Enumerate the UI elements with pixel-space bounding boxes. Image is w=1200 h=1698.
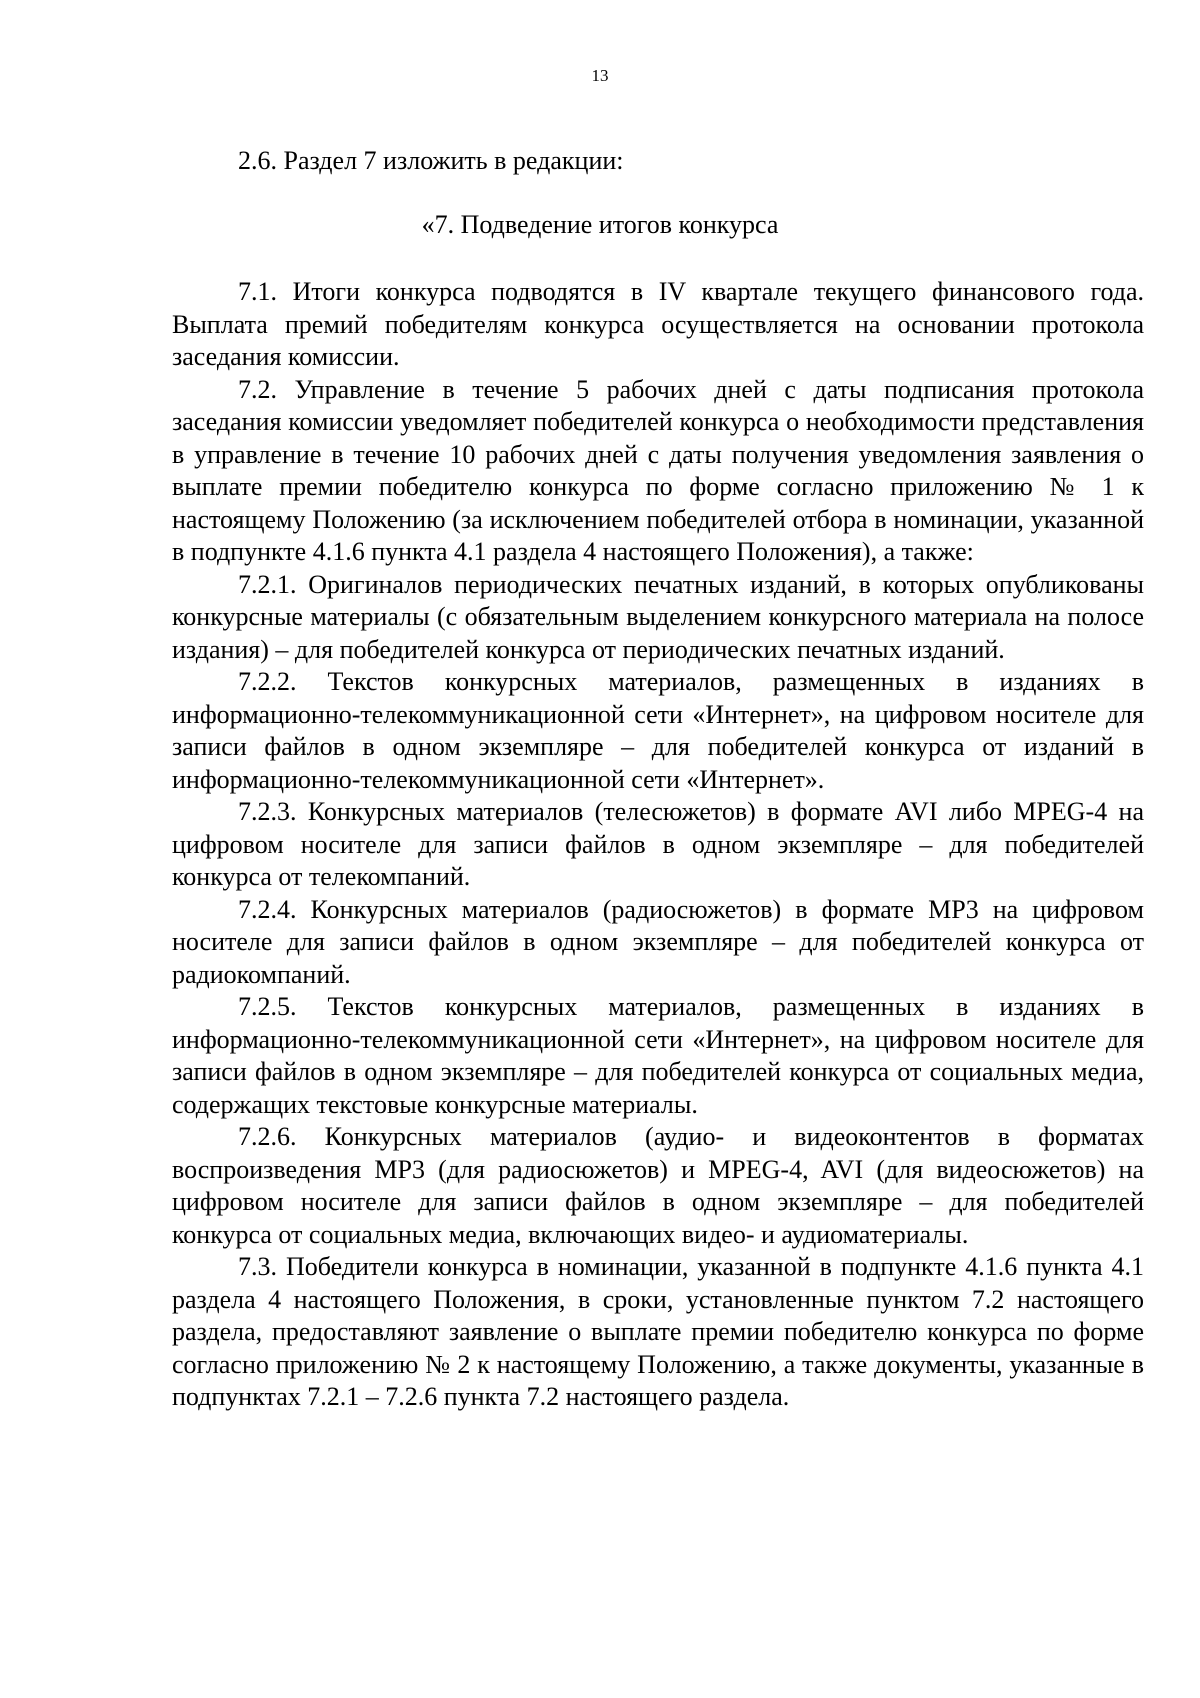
- paragraph-7-2-6: 7.2.6. Конкурсных материалов (аудио- и видеоконтентов в форматах воспроизведения MP3 (для радиосюжетов) и MPEG-4, AVI (для видеосюжетов) на цифровом носителе для записи файлов в одном экземпляре – для победителей конкурса от социальных медиа, включающих видео- и аудиоматериалы.: [172, 1122, 1144, 1249]
- section-title: «7. Подведение итогов конкурса: [421, 210, 779, 239]
- document-body: [172, 276, 1144, 1414]
- amendment-intro: 2.6. Раздел 7 изложить в редакции:: [238, 146, 624, 175]
- page-number: 13: [591, 66, 609, 85]
- paragraph-7-3: 7.3. Победители конкурса в номинации, указанной в подпункте 4.1.6 пункта 4.1 раздела 4 настоящего Положения, в сроки, установленные пунктом 7.2 настоящего раздела, предоставляют заявление о выплате премии победителю конкурса по форме согласно приложению № 2 к настоящему Положению, а также документы, указанные в подпунктах 7.2.1 – 7.2.6 пункта 7.2 настоящего раздела.: [172, 1252, 1144, 1411]
- paragraph-7-2-2: 7.2.2. Текстов конкурсных материалов, размещенных в изданиях в информационно-телекоммуникационной сети «Интернет», на цифровом носителе для записи файлов в одном экземпляре – для победителей конкурса от изданий в информационно-телекоммуникационной сети «Интернет».: [172, 667, 1144, 794]
- paragraph-7-2-1: 7.2.1. Оригиналов периодических печатных изданий, в которых опубликованы конкурсные материалы (с обязательным выделением конкурсного материала на полосе издания) – для победителей конкурса от периодических печатных изданий.: [172, 569, 1144, 664]
- paragraph-7-2-3: 7.2.3. Конкурсных материалов (телесюжетов) в формате AVI либо MPEG-4 на цифровом носителе для записи файлов в одном экземпляре – для победителей конкурса от телекомпаний.: [172, 797, 1144, 891]
- paragraph-7-1: 7.1. Итоги конкурса подводятся в IV квартале текущего финансового года. Выплата премий победителям конкурса осуществляется на основании протокола заседания комиссии.: [172, 277, 1144, 371]
- paragraph-7-2-4: 7.2.4. Конкурсных материалов (радиосюжетов) в формате MP3 на цифровом носителе для записи файлов в одном экземпляре – для победителей конкурса от радиокомпаний.: [172, 894, 1144, 989]
- paragraph-7-2-5: 7.2.5. Текстов конкурсных материалов, размещенных в изданиях в информационно-телекоммуникационной сети «Интернет», на цифровом носителе для записи файлов в одном экземпляре – для победителей конкурса от социальных медиа, содержащих текстовые конкурсные материалы.: [172, 992, 1144, 1119]
- paragraph-7-2: 7.2. Управление в течение 5 рабочих дней с даты подписания протокола заседания комиссии уведомляет победителей конкурса о необходимости представления в управление в течение 10 рабочих дней с даты получения уведомления заявления о выплате премии победителю конкурса по форме согласно приложению № 1 к настоящему Положению (за исключением победителей отбора в номинации, указанной в подпункте 4.1.6 пункта 4.1 раздела 4 настоящего Положения), а также:: [172, 374, 1144, 566]
